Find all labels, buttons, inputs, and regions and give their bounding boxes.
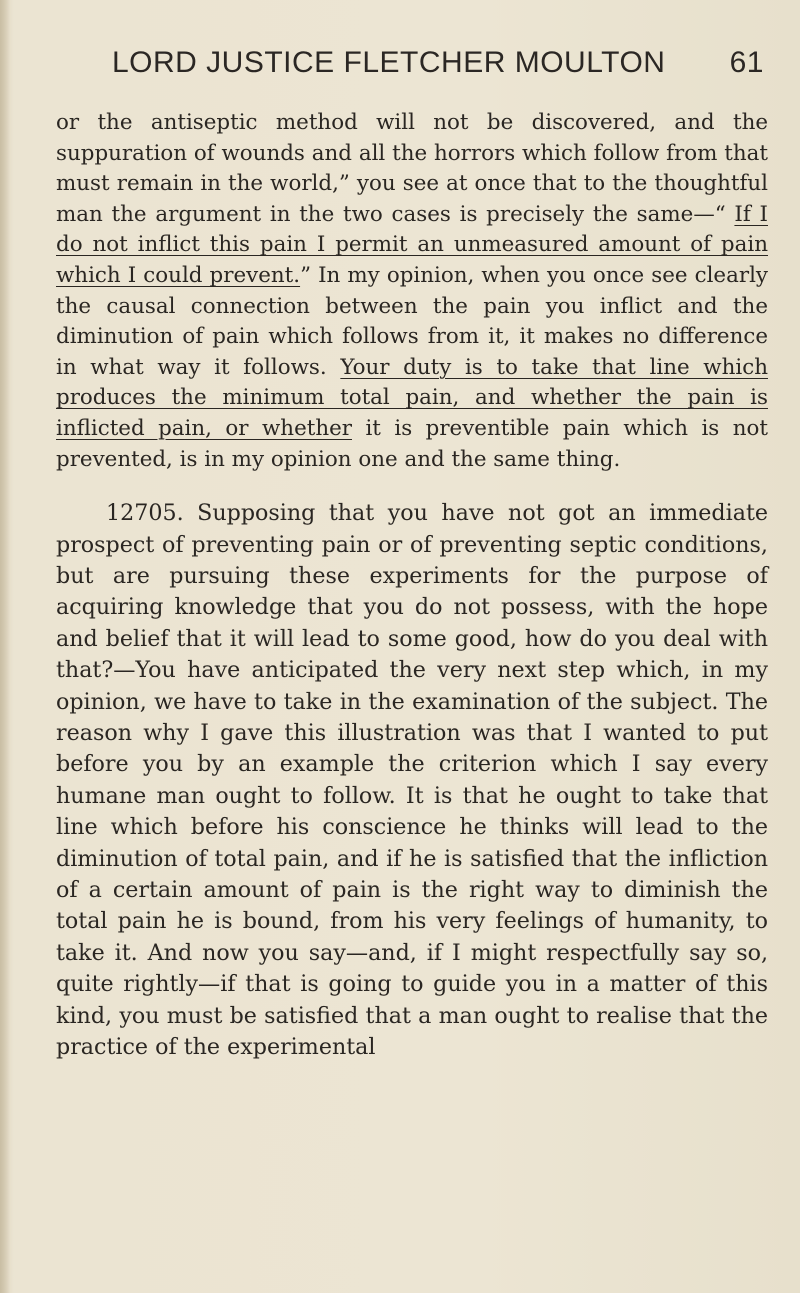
page-number: 61: [729, 46, 764, 79]
paragraph-1-text-b: ” In my opinion, when you once see clearly the causal connection between the pain you inflict and the diminution of pain which follows from it, it makes no difference in what way it follows.: [56, 262, 768, 380]
running-head: [112, 46, 772, 86]
underlined-passage-1: If I do not inflict this pain I permit an unmeasured amount of pain which I could prevent.: [56, 201, 768, 288]
paragraph-1: [56, 108, 768, 475]
running-head-title: LORD JUSTICE FLETCHER MOULTON: [112, 46, 666, 79]
paragraph-1-text-a: or the antiseptic method will not be discovered, and the suppuration of wounds and all the horrors which follow from that must remain in the world,” you see at once that to the thoughtful man the argument in the two cases is precisely the same—“: [56, 110, 768, 227]
paragraph-1-text-c: it is preventible pain which is not prevented, is in my opinion one and the same thing.: [56, 415, 768, 472]
paragraph-2: 12705. Supposing that you have not got an immediate prospect of preventing pain or of preventing septic conditions, but are pursuing these experiments for the purpose of acquiring knowledge that you do not possess, with the hope and belief that it will lead to some good, how do you deal with that?—You have anticipated the very next step which, in my opinion, we have to take in the examination of the subject. The reason why I gave this illustration was that I wanted to put before you by an example the criterion which I say every humane man ought to follow. It is that he ought to take that line which before his conscience he thinks will lead to the diminution of total pain, and if he is satisfied that the infliction of a certain amount of pain is the right way to diminish the total pain he is bound, from his very feelings of humanity, to take it. And now you say—and, if I might respectfully say so, quite rightly—if that is going to guide you in a matter of this kind, you must be satisfied that a man ought to realise that the practice of the experimental: [56, 500, 768, 1061]
page-gutter-shadow: [0, 0, 10, 1293]
underlined-passage-2: Your duty is to take that line which produces the minimum total pain, and whether the pain is inflicted pain, or whether: [56, 354, 768, 441]
body-text: [56, 108, 768, 1063]
